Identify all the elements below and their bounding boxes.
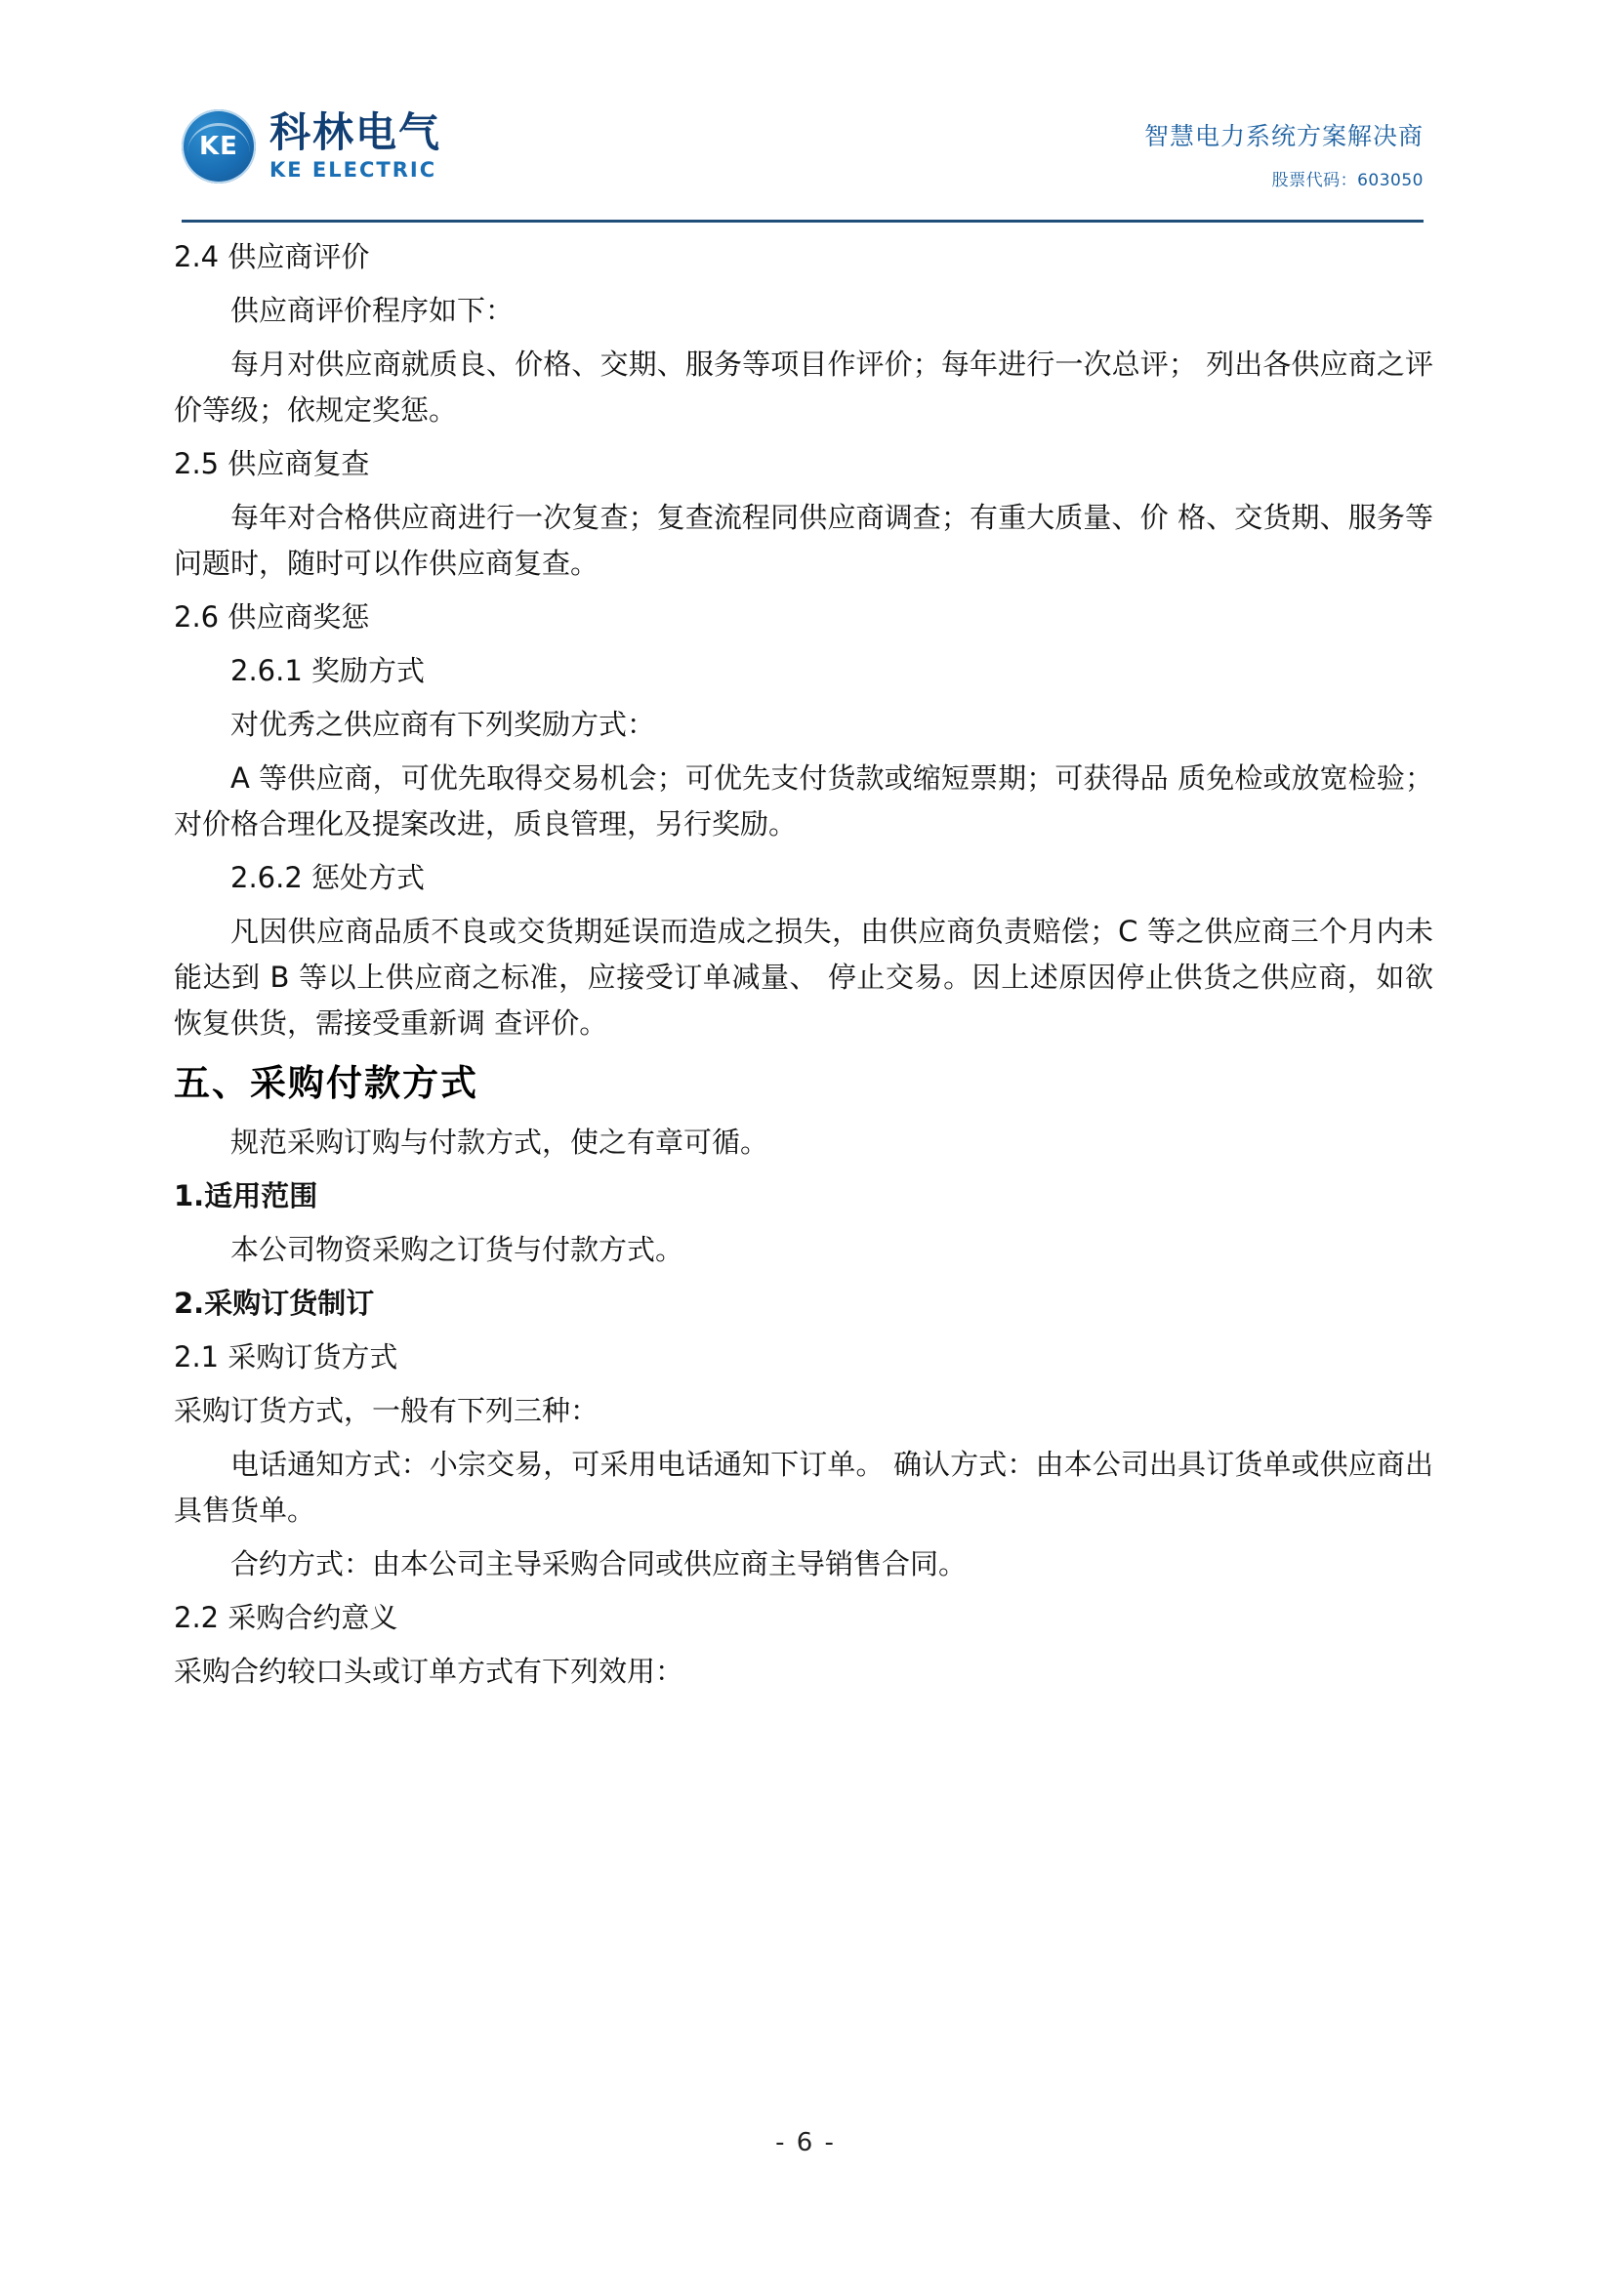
paragraph-2-6-1-2: A 等供应商，可优先取得交易机会；可优先支付货款或缩短票期；可获得品 质免检或放宽检验；对价格合理化及提案改进，质良管理，另行奖励。 (174, 760, 1433, 840)
heading-2-5: 2.5 供应商复查 (174, 446, 370, 480)
heading-5-2-1: 2.1 采购订货方式 (174, 1340, 398, 1374)
page-header (182, 105, 1424, 223)
heading-5-2-2: 2.2 采购合约意义 (174, 1601, 398, 1635)
logo-mark-text: KE (199, 132, 238, 161)
header-inner (182, 105, 1424, 207)
paragraph-5-2-1-3: 合约方式：由本公司主导采购合同或供应商主导销售合同。 (230, 1547, 968, 1581)
heading-2-4: 2.4 供应商评价 (174, 240, 370, 273)
paragraph-2-4-2: 每月对供应商就质良、价格、交期、服务等项目作评价；每年进行一次总评； 列出各供应商之评价等级；依规定奖惩。 (174, 347, 1433, 427)
chapter-5-intro: 规范采购订购与付款方式，使之有章可循。 (230, 1126, 769, 1160)
header-divider (182, 220, 1424, 223)
paragraph-2-6-2-1: 凡因供应商品质不良或交货期延误而造成之损失，由供应商负责赔偿；C 等之供应商三个月内未能达到 B 等以上供应商之标准，应接受订单减量、 停止交易。因上述原因停止供货之供应商，如欲恢复供货，需接受重新调 查评价。 (174, 914, 1433, 1040)
paragraph-5-1-1: 本公司物资采购之订货与付款方式。 (230, 1233, 684, 1267)
paragraph-5-2-2-1: 采购合约较口头或订单方式有下列效用： (174, 1655, 684, 1689)
company-logo (182, 105, 441, 184)
heading-2-6-1: 2.6.1 奖励方式 (230, 653, 426, 687)
logo-name-en: KE ELECTRIC (269, 158, 437, 183)
paragraph-5-2-1-2: 电话通知方式：小宗交易，可采用电话通知下订单。 确认方式：由本公司出具订货单或供应商出具售货单。 (174, 1448, 1433, 1528)
heading-2-6-2: 2.6.2 惩处方式 (230, 860, 426, 894)
heading-5-2: 2.采购订货制订 (174, 1287, 375, 1321)
paragraph-2-5-1: 每年对合格供应商进行一次复查；复查流程同供应商调查；有重大质量、价 格、交货期、服务等问题时，随时可以作供应商复查。 (174, 500, 1433, 580)
paragraph-2-4-1: 供应商评价程序如下： (230, 293, 515, 327)
chapter-5-title: 五、采购付款方式 (174, 1061, 478, 1104)
header-stock-code: 股票代码：603050 (1271, 171, 1424, 190)
logo-name-cn: 科林电气 (269, 107, 442, 156)
paragraph-5-2-1-1: 采购订货方式，一般有下列三种： (174, 1394, 599, 1428)
heading-2-6: 2.6 供应商奖惩 (174, 599, 370, 634)
page-number: - 6 - (775, 2128, 836, 2157)
paragraph-2-6-1-1: 对优秀之供应商有下列奖励方式： (230, 707, 656, 741)
page-footer (0, 2128, 1611, 2157)
header-right (1144, 105, 1424, 190)
logo-wordmark (269, 107, 442, 183)
header-slogan: 智慧电力系统方案解决商 (1143, 122, 1424, 150)
document-body (174, 234, 1433, 1702)
heading-5-1: 1.适用范围 (174, 1179, 318, 1213)
ke-electric-logo-icon (182, 109, 256, 184)
